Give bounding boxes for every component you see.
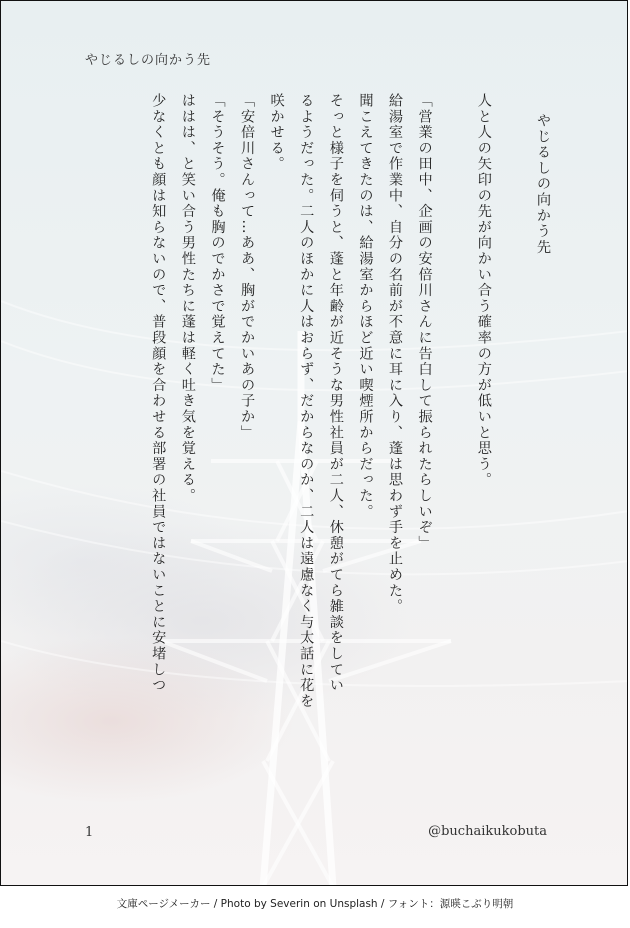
running-head: やじるしの向かう先 [85, 53, 212, 68]
text-line: 「そうそう。俺も胸のでかさで覚えてた」 [209, 93, 226, 394]
credits-footer: 文庫ページメーカー / Photo by Severin on Unsplash / フォント：源暎こぶり明朝 [116, 898, 514, 910]
author-handle: @buchaikukobuta [428, 824, 547, 839]
text-line: 給湯室で作業中、自分の名前が不意に耳に入り、蓬は思わず手を止めた。 [387, 93, 404, 615]
blank-line [498, 93, 528, 801]
text-line: 「営業の田中、企画の安倍川さんに告白して振られたらしいぞ」 [416, 93, 433, 552]
text-line: 人と人の矢印の先が向かい合う確率の方が低いと思う。 [475, 93, 492, 488]
page-number: 1 [85, 825, 94, 840]
text-line: そっと様子を伺うと、蓬と年齢が近そうな男性社員が二人、休憩がてら雑談をしてい [327, 93, 344, 694]
vertical-text-body [143, 93, 557, 801]
story-title: やじるしの向かう先 [535, 113, 551, 256]
text-line: 「安倍川さんって…ああ、胸がでかいあの子か」 [239, 93, 256, 441]
blank-line [439, 93, 469, 801]
text-line: ははは、と笑い合う男性たちに蓬は軽く吐き気を覚える。 [179, 93, 196, 504]
text-line: 少なくとも顔は知らないので、普段顔を合わせる部署の社員ではないことに安堵しつ [150, 93, 167, 694]
text-line: 聞こえてきたのは、給湯室からほど近い喫煙所からだった。 [357, 93, 374, 520]
text-line: るようだった。二人のほかに人はおらず、だからなのか、二人は遠慮なく与太話に花を [298, 93, 315, 710]
text-line: 咲かせる。 [268, 93, 285, 172]
